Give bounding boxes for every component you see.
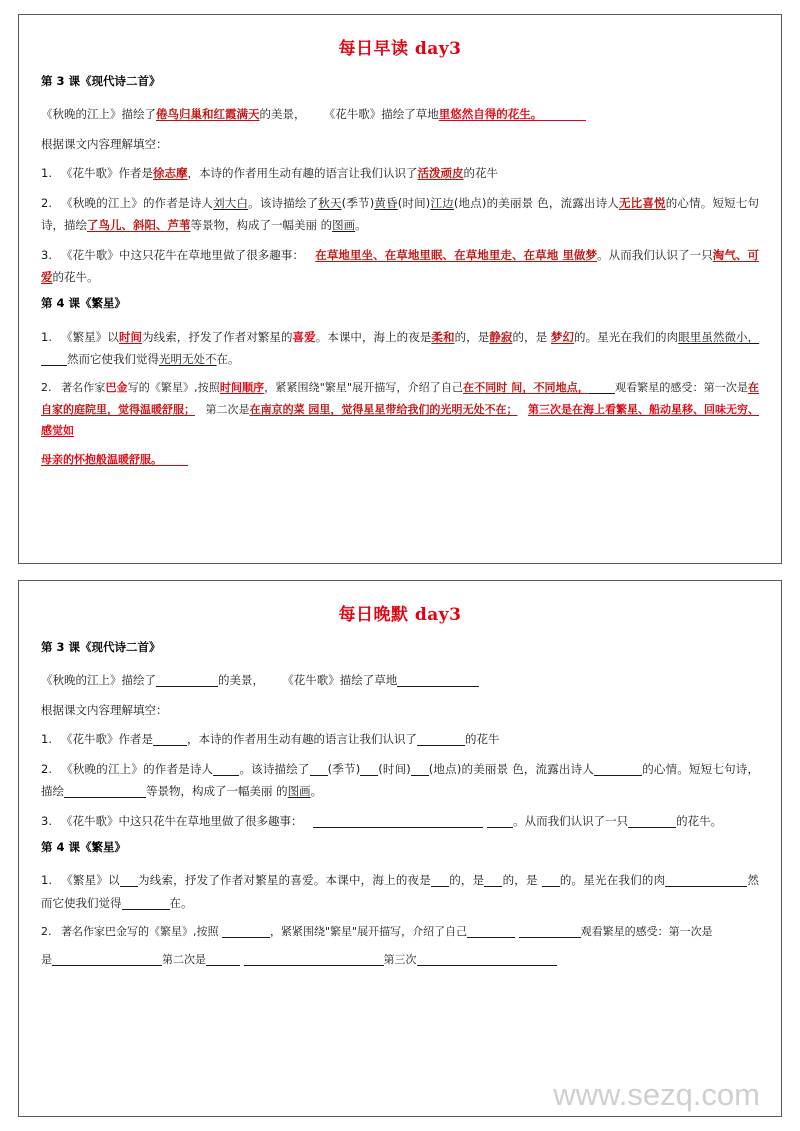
question-4-blank bbox=[41, 869, 759, 914]
intro-blank-text-b: 的美景， bbox=[218, 673, 264, 688]
intro-blank-text-a: 《秋晚的江上》描绘了 bbox=[41, 673, 156, 688]
q2-blank-text-g: 等景物，构成了一幅美丽 的 bbox=[146, 784, 288, 799]
q5-blank-prefix: 是 bbox=[41, 953, 52, 967]
intro-blank-1[interactable] bbox=[156, 675, 218, 687]
worksheet-page-2 bbox=[18, 580, 782, 1117]
q1-blank-1[interactable] bbox=[153, 734, 187, 746]
q2-answer-6: 了鸟儿、斜阳、芦苇 bbox=[87, 218, 191, 233]
lesson-4-heading: 第 4 课《繁星》 bbox=[41, 296, 127, 311]
q5-text-b: 写的《繁星》,按照 bbox=[127, 381, 220, 395]
q5-blank-text-b: ，紧紧围绕"繁星"展开描写，介绍了自己 bbox=[270, 924, 468, 938]
q5-answer-5: 在南京的菜 园里，觉得星星带给我们的光明无处不在； bbox=[249, 402, 518, 416]
q5-text-e: 第二次是 bbox=[205, 402, 250, 416]
q5-blank-7[interactable] bbox=[417, 954, 557, 966]
q2-text-c: (季节) bbox=[341, 195, 375, 210]
q3-blank-1[interactable] bbox=[313, 816, 483, 828]
q1-text-b: ，本诗的作者用生动有趣的语言让我们认识了 bbox=[187, 166, 418, 181]
question-3-number-blank: 3. bbox=[41, 813, 52, 828]
q4-blank-text-b: 为线索，抒发了作者对繁星的喜爱。本课中，海上的夜是 bbox=[137, 873, 431, 888]
question-2-blank bbox=[41, 758, 759, 803]
q1-text-c: 的花牛 bbox=[463, 166, 498, 181]
q2-text-h: 。 bbox=[355, 218, 367, 233]
q4-blank-text-a: 《繁星》以 bbox=[61, 873, 120, 888]
q5-blank-2[interactable] bbox=[467, 926, 515, 938]
q5-answer-6: 第三次是在海上看繁星、船动星移、回味无穷、感觉如 bbox=[41, 402, 760, 438]
q5-blank-3[interactable] bbox=[519, 926, 581, 938]
q3-blank-text-a: 《花牛歌》中这只花牛在草地里做了很多趣事： bbox=[61, 813, 303, 828]
q4-text-a: 《繁星》以 bbox=[61, 329, 119, 344]
q5-blank-1[interactable] bbox=[222, 926, 270, 938]
intro-trailing-rule bbox=[542, 109, 586, 121]
q4-text-g: 然而它使我们觉得 bbox=[67, 351, 159, 366]
page-title-morning: 每日早读 day3 bbox=[338, 39, 462, 59]
q4-blank-text-f: 然而它使我们觉得 bbox=[41, 873, 760, 910]
lesson-4-heading-blank: 第 4 课《繁星》 bbox=[41, 840, 127, 855]
q2-blank-text-h: 。 bbox=[310, 784, 323, 799]
q2-answer-5: 无比喜悦 bbox=[618, 195, 666, 210]
question-5-blank-continued bbox=[41, 949, 759, 970]
q2-blank-text-e: (地点)的美丽景 色，流露出诗人 bbox=[428, 761, 595, 776]
question-1 bbox=[41, 162, 759, 184]
q3-blank-text-b: 。从而我们认识了一只 bbox=[513, 813, 629, 828]
q2-blank-3[interactable] bbox=[360, 764, 378, 776]
q2-blank-6[interactable] bbox=[64, 786, 146, 798]
q2-blank-text-f: 的心情。短短七句诗，描绘 bbox=[41, 761, 759, 799]
q4-blank-text-c: 的，是 bbox=[448, 873, 485, 888]
q5-answer-3: 在不同时 间，不同地点， bbox=[463, 381, 589, 395]
q5-blank-text-e: 第三次 bbox=[383, 953, 417, 967]
q2-blank-5[interactable] bbox=[594, 764, 642, 776]
q4-text-c: 。本课中，海上的夜是 bbox=[315, 329, 432, 344]
site-watermark: www.sezq.com bbox=[553, 1077, 760, 1112]
q2-blank-text-a: 《秋晚的江上》的作者是诗人 bbox=[61, 761, 214, 776]
q5-answer-1: 巴金 bbox=[105, 381, 128, 395]
question-5-blank bbox=[41, 921, 759, 942]
q4-rule bbox=[41, 354, 67, 366]
q2-answer-1: 刘大白 bbox=[213, 195, 249, 210]
q5-answer-2: 时间顺序 bbox=[219, 381, 265, 395]
question-1-blank bbox=[41, 728, 759, 750]
q5-answer-4: 在自家的庭院里，觉得温暖舒服； bbox=[41, 381, 760, 416]
q5-blank-4[interactable] bbox=[52, 954, 162, 966]
intro-answer-2: 里悠然自得的花生。 bbox=[438, 107, 543, 122]
q4-blank-text-e: 的。星光在我们的肉 bbox=[559, 873, 666, 888]
question-2-number: 2. bbox=[41, 195, 52, 210]
q5-blank-text-c: 观看繁星的感受：第一次是 bbox=[580, 924, 713, 938]
q4-answer-1: 时间 bbox=[118, 329, 143, 344]
q2-blank-text-b: 。该诗描绘了 bbox=[239, 761, 310, 776]
q5-blank-5[interactable] bbox=[206, 954, 240, 966]
question-2 bbox=[41, 192, 759, 237]
q5-text-d: 观看繁星的感受：第一次是 bbox=[614, 381, 749, 395]
q1-blank-text-c: 的花牛 bbox=[465, 732, 500, 747]
q2-blank-1[interactable] bbox=[213, 764, 239, 776]
q4-answer-2: 喜爱 bbox=[292, 329, 316, 344]
worksheet-page-1 bbox=[18, 14, 782, 564]
q4-answer-4: 静寂 bbox=[489, 329, 513, 344]
q4-blank-2[interactable] bbox=[431, 875, 449, 887]
question-1-number-blank: 1. bbox=[41, 732, 52, 747]
q5-text-c: ，紧紧围绕"繁星"展开描写，介绍了自己 bbox=[264, 381, 464, 395]
q2-blank-answer-7: 图画 bbox=[287, 784, 311, 799]
question-5-continued bbox=[41, 449, 759, 470]
q4-blank-4[interactable] bbox=[542, 875, 560, 887]
q1-blank-text-b: ，本诗的作者用生动有趣的语言让我们认识了 bbox=[187, 732, 417, 747]
question-4-number: 1. bbox=[41, 329, 52, 344]
q5-answer-7: 母亲的怀抱般温暖舒服。 bbox=[41, 452, 162, 466]
intro-text-b: 的美景， bbox=[259, 107, 306, 122]
q4-text-e: 的，是 bbox=[512, 329, 548, 344]
q2-blank-4[interactable] bbox=[411, 764, 429, 776]
q2-blank-text-c: (季节) bbox=[327, 761, 361, 776]
q3-text-b: 。从而我们认识了一只 bbox=[597, 247, 713, 262]
q3-answer-2: 淘气、可爱 bbox=[41, 247, 759, 285]
q2-answer-3: 黄昏 bbox=[374, 195, 398, 210]
q5-rule-1 bbox=[589, 382, 615, 394]
q4-text-b: 为线索，抒发了作者对繁星的 bbox=[142, 329, 293, 344]
q2-blank-text-d: (时间) bbox=[378, 761, 411, 776]
q4-text-d: 的，是 bbox=[454, 329, 490, 344]
question-3-number: 3. bbox=[41, 247, 52, 262]
q4-answer-5: 梦幻 bbox=[550, 329, 575, 344]
q1-text-a: 《花牛歌》作者是 bbox=[61, 166, 153, 181]
q2-text-b: 。该诗描绘了 bbox=[248, 195, 319, 210]
q4-answer-6: 眼里虽然微小， bbox=[678, 329, 760, 344]
q1-answer-1: 徐志摩 bbox=[153, 166, 188, 181]
question-4-number-blank: 1. bbox=[41, 873, 52, 888]
q3-blank-2[interactable] bbox=[487, 816, 513, 828]
q2-text-g: 等景物，构成了一幅美丽 的 bbox=[190, 218, 333, 233]
q1-answer-2: 活泼顽皮 bbox=[417, 166, 464, 181]
intro-sentence-blank bbox=[41, 669, 759, 691]
lesson-3-heading: 第 3 课《现代诗二首》 bbox=[41, 74, 161, 89]
q3-text-a: 《花牛歌》中这只花牛在草地里做了很多趣事： bbox=[61, 247, 305, 262]
q2-text-a: 《秋晚的江上》的作者是诗人 bbox=[61, 195, 214, 210]
q3-answer-1: 在草地里坐、在草地里眠、在草地里走、在草地 里做梦 bbox=[315, 247, 598, 262]
question-2-number-blank: 2. bbox=[41, 761, 52, 776]
q4-answer-3: 柔和 bbox=[431, 329, 455, 344]
q4-blank-5[interactable] bbox=[665, 875, 747, 887]
fill-in-instruction: 根据课文内容理解填空： bbox=[41, 136, 168, 151]
question-3 bbox=[41, 244, 759, 289]
intro-blank-2[interactable] bbox=[397, 675, 479, 687]
q5-blank-text-a: 著名作家巴金写的《繁星》,按照 bbox=[61, 924, 219, 938]
q5-blank-text-d: 第二次是 bbox=[162, 953, 206, 967]
q2-blank-2[interactable] bbox=[310, 764, 328, 776]
q5-text-a: 著名作家 bbox=[61, 381, 106, 395]
lesson-3-heading-blank: 第 3 课《现代诗二首》 bbox=[41, 640, 161, 655]
intro-blank-text-c: 《花牛歌》描绘了草地 bbox=[282, 673, 398, 688]
q2-answer-2: 秋天 bbox=[318, 195, 342, 210]
page-title-evening: 每日晚默 day3 bbox=[338, 605, 462, 625]
q4-blank-1[interactable] bbox=[120, 875, 138, 887]
q2-text-d: (时间) bbox=[397, 195, 431, 210]
intro-sentence bbox=[41, 103, 759, 125]
question-5 bbox=[41, 377, 759, 441]
q4-blank-3[interactable] bbox=[484, 875, 502, 887]
q1-blank-2[interactable] bbox=[417, 734, 465, 746]
q4-blank-text-d: 的，是 bbox=[502, 873, 538, 888]
q4-blank-text-g: 在。 bbox=[169, 895, 193, 910]
q2-answer-7: 图画 bbox=[332, 218, 356, 233]
intro-text-a: 《秋晚的江上》描绘了 bbox=[41, 107, 156, 122]
q2-text-f: 的心情。短短七句诗，描绘 bbox=[41, 195, 760, 233]
fill-in-instruction-blank: 根据课文内容理解填空： bbox=[41, 702, 168, 717]
q2-answer-4: 江边 bbox=[430, 195, 454, 210]
q1-blank-text-a: 《花牛歌》作者是 bbox=[61, 732, 153, 747]
q2-text-e: (地点)的美丽景 色，流露出诗人 bbox=[453, 195, 619, 210]
q4-text-h: 在。 bbox=[216, 351, 240, 366]
intro-answer-1: 倦鸟归巢和红霞满天 bbox=[156, 107, 260, 122]
intro-text-c: 《花牛歌》描绘了草地 bbox=[323, 107, 439, 122]
q3-blank-3[interactable] bbox=[628, 816, 676, 828]
question-3-blank bbox=[41, 810, 759, 832]
q4-answer-7: 光明无处不 bbox=[159, 351, 217, 366]
question-1-number: 1. bbox=[41, 166, 52, 181]
q5-blank-6[interactable] bbox=[244, 954, 384, 966]
question-4 bbox=[41, 326, 759, 371]
question-5-number: 2. bbox=[41, 381, 52, 395]
q5-trailing-rule bbox=[162, 454, 188, 466]
q4-blank-6[interactable] bbox=[122, 898, 170, 910]
question-5-number-blank: 2. bbox=[41, 924, 52, 938]
q3-blank-text-c: 的花牛。 bbox=[676, 813, 723, 828]
q4-text-f: 的。星光在我们的肉 bbox=[574, 329, 679, 344]
q3-text-c: 的花牛。 bbox=[52, 270, 99, 285]
